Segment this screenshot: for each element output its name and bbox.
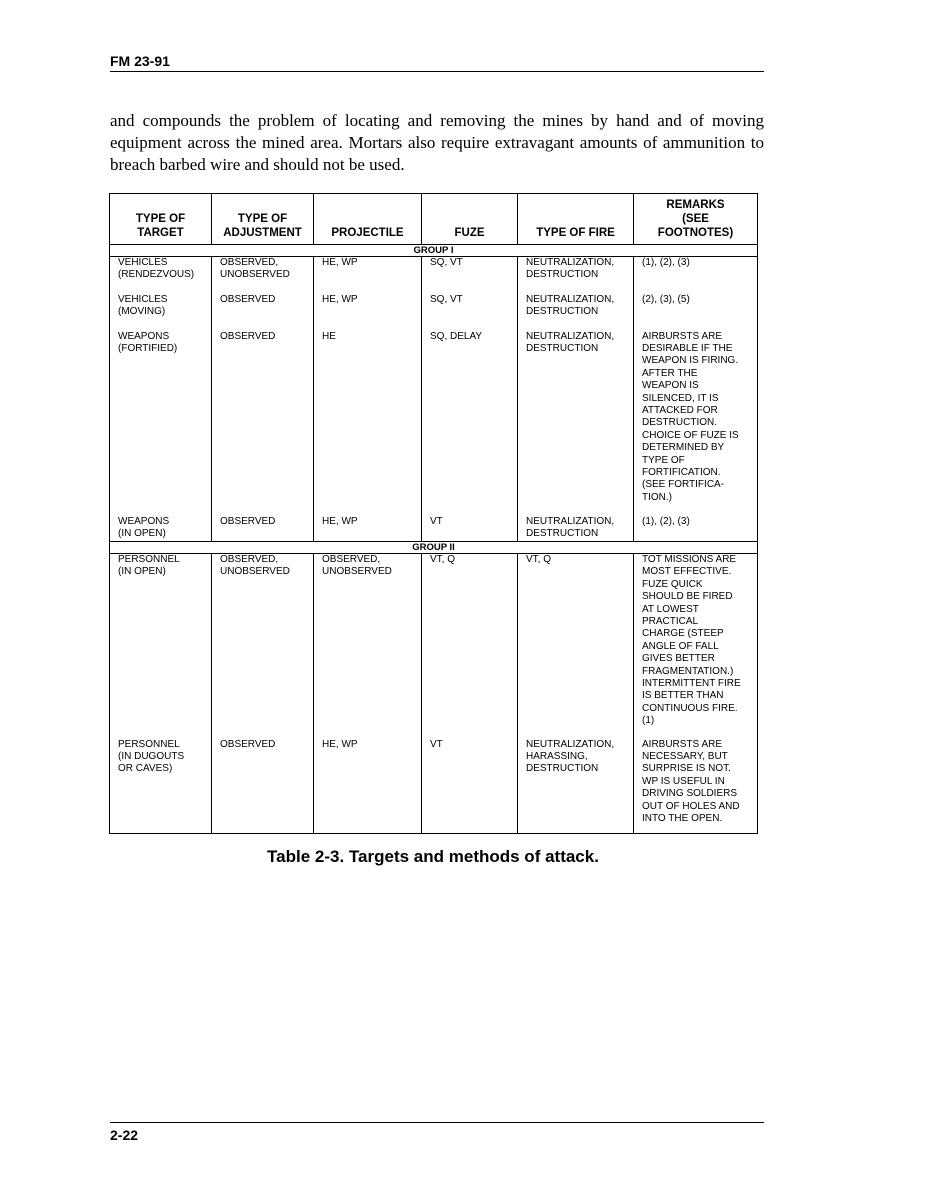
cell-target: VEHICLES (RENDEZVOUS) <box>110 257 212 294</box>
cell-adjustment: OBSERVED <box>212 294 314 331</box>
cell-adjustment: OBSERVED <box>212 739 314 834</box>
table-row <box>110 516 758 542</box>
cell-fire: NEUTRALIZATION, DESTRUCTION <box>518 331 634 516</box>
cell-fuze: VT <box>422 739 518 834</box>
cell-fire: NEUTRALIZATION, DESTRUCTION <box>518 516 634 542</box>
cell-remarks: AIRBURSTS ARE DESIRABLE IF THE WEAPON IS FIRING. AFTER THE WEAPON IS SILENCED, IT IS ATTACKED FOR DESTRUCTION. CHOICE OF FUZE IS DETERMINED BY TYPE OF FORTIFICATION. (SEE FORTIFICA- TION.) <box>634 331 758 516</box>
cell-fuze: VT <box>422 516 518 542</box>
cell-adjustment: OBSERVED <box>212 331 314 516</box>
document-id: FM 23-91 <box>110 53 170 69</box>
table-row <box>110 331 758 516</box>
cell-target: VEHICLES (MOVING) <box>110 294 212 331</box>
page-number: 2-22 <box>110 1127 139 1143</box>
table-row <box>110 257 758 294</box>
cell-fuze: SQ, VT <box>422 294 518 331</box>
col-header-fire: TYPE OF FIRE <box>518 194 634 245</box>
cell-target: PERSONNEL (IN OPEN) <box>110 554 212 739</box>
cell-remarks: (1), (2), (3) <box>634 516 758 542</box>
col-header-projectile: PROJECTILE <box>314 194 422 245</box>
col-header-adjustment: TYPE OF ADJUSTMENT <box>212 194 314 245</box>
header-rule <box>110 71 764 72</box>
footer-rule <box>110 1122 764 1123</box>
table-row <box>110 294 758 331</box>
cell-fuze: SQ, VT <box>422 257 518 294</box>
cell-fuze: VT, Q <box>422 554 518 739</box>
cell-projectile: HE <box>314 331 422 516</box>
col-header-fuze: FUZE <box>422 194 518 245</box>
cell-target: PERSONNEL (IN DUGOUTS OR CAVES) <box>110 739 212 834</box>
cell-fire: NEUTRALIZATION, DESTRUCTION <box>518 294 634 331</box>
cell-remarks: AIRBURSTS ARE NECESSARY, BUT SURPRISE IS NOT. WP IS USEFUL IN DRIVING SOLDIERS OUT OF HOLES AND INTO THE OPEN. <box>634 739 758 834</box>
cell-adjustment: OBSERVED <box>212 516 314 542</box>
cell-projectile: HE, WP <box>314 516 422 542</box>
col-header-remarks: REMARKS (SEE FOOTNOTES) <box>634 194 758 245</box>
cell-projectile: HE, WP <box>314 739 422 834</box>
cell-target: WEAPONS (FORTIFIED) <box>110 331 212 516</box>
cell-projectile: HE, WP <box>314 294 422 331</box>
cell-fire: VT, Q <box>518 554 634 739</box>
cell-projectile: HE, WP <box>314 257 422 294</box>
cell-adjustment: OBSERVED, UNOBSERVED <box>212 554 314 739</box>
group-row <box>110 245 758 257</box>
cell-remarks: (1), (2), (3) <box>634 257 758 294</box>
group-label: GROUP I <box>110 245 758 257</box>
cell-fuze: SQ, DELAY <box>422 331 518 516</box>
cell-remarks: TOT MISSIONS ARE MOST EFFECTIVE. FUZE QUICK SHOULD BE FIRED AT LOWEST PRACTICAL CHARGE (STEEP ANGLE OF FALL GIVES BETTER FRAGMENTATION.) INTERMITTENT FIRE IS BETTER THAN CONTINUOUS FIRE. (1) <box>634 554 758 739</box>
group-row <box>110 542 758 554</box>
cell-projectile: OBSERVED, UNOBSERVED <box>314 554 422 739</box>
table-caption: Table 2-3. Targets and methods of attack. <box>267 847 599 866</box>
cell-fire: NEUTRALIZATION, HARASSING, DESTRUCTION <box>518 739 634 834</box>
table-row <box>110 739 758 834</box>
intro-paragraph: and compounds the problem of locating and removing the mines by hand and of moving equipment across the mined area. Mortars also require extravagant amounts of ammunition to breach barbed wire and should not be used. <box>110 111 764 174</box>
table-header-row <box>110 194 758 245</box>
targets-table <box>109 193 758 834</box>
cell-adjustment: OBSERVED, UNOBSERVED <box>212 257 314 294</box>
cell-fire: NEUTRALIZATION, DESTRUCTION <box>518 257 634 294</box>
col-header-target: TYPE OF TARGET <box>110 194 212 245</box>
group-label: GROUP II <box>110 542 758 554</box>
table-row <box>110 554 758 739</box>
cell-remarks: (2), (3), (5) <box>634 294 758 331</box>
cell-target: WEAPONS (IN OPEN) <box>110 516 212 542</box>
